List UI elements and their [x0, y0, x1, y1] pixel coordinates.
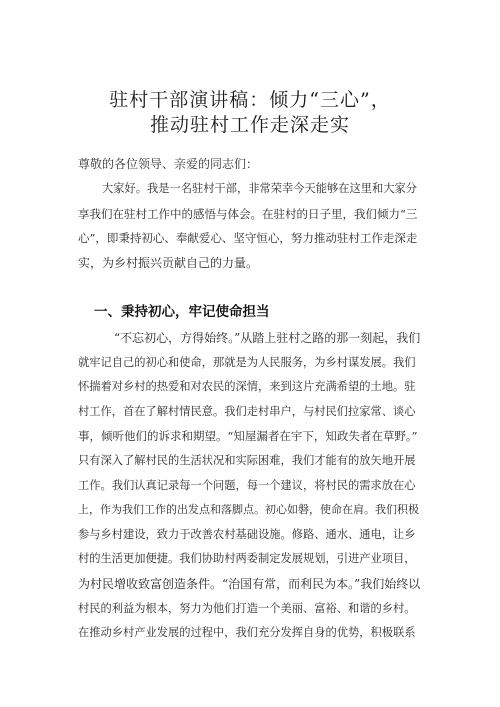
text-line: “不忘初心，方得始终。”从踏上驻村之路的那一刻起，我们 [114, 331, 421, 345]
text-line: 就牢记自己的初心和使命，那就是为人民服务，为乡村谋发展。我们 [78, 355, 416, 369]
section-heading: 一、秉持初心，牢记使命担当 [94, 304, 270, 320]
text-line: 实，为乡村振兴贡献自己的力量。 [78, 255, 259, 270]
text-line: 享我们在驻村工作中的感悟与体会。在驻村的日子里，我们倾力“三 [78, 206, 418, 221]
text-line: 村的生活更加便捷。我们协助村两委制定发展规划，引进产业项目， [78, 552, 416, 566]
text-line: 村工作，首在了解村情民意。我们走村串户，与村民们拉家常、谈心 [78, 404, 416, 418]
document-title [0, 88, 500, 138]
text-line: 事，倾听他们的诉求和期望。“知屋漏者在宇下，知政失者在草野。” [78, 429, 418, 444]
text-line: 为村民增收致富创造条件。“治国有常，而利民为本。”我们始终以 [78, 576, 421, 591]
text-line: 村民的利益为根本，努力为他们打造一个美丽、富裕、和谐的乡村。 [78, 601, 416, 615]
text-line: 心”，即秉持初心、奉献爱心、坚守恒心，努力推动驻村工作走深走 [78, 231, 418, 246]
title-line-2: 推动驻村工作走深走实 [149, 114, 350, 136]
text-line: 怀揣着对乡村的热爱和对农民的深情，来到这片充满希望的土地。驻 [78, 380, 416, 394]
text-line: 在推动乡村产业发展的过程中，我们充分发挥自身的优势，积极联系 [78, 626, 416, 640]
text-line: 只有深入了解村民的生活状况和实际困难，我们才能有的放矢地开展 [78, 453, 416, 467]
section1-paragraph [78, 326, 422, 646]
text-line: 大家好。我是一名驻村干部，非常荣幸今天能够在这里和大家分 [102, 182, 418, 195]
title-line-1: 驻村干部演讲稿：倾力“三心”， [109, 89, 391, 111]
text-line: 上，作为我们工作的出发点和落脚点。初心如磐，使命在肩。我们积极 [78, 503, 419, 517]
text-line: 工作。我们认真记录每一个问题，每一个建议，将村民的需求放在心 [78, 478, 416, 492]
intro-paragraph [78, 177, 422, 275]
text-line: 参与乡村建设，致力于改善农村基础设施。修路、通水、通电，让乡 [78, 527, 416, 541]
salutation: 尊敬的各位领导、亲爱的同志们： [78, 157, 259, 171]
